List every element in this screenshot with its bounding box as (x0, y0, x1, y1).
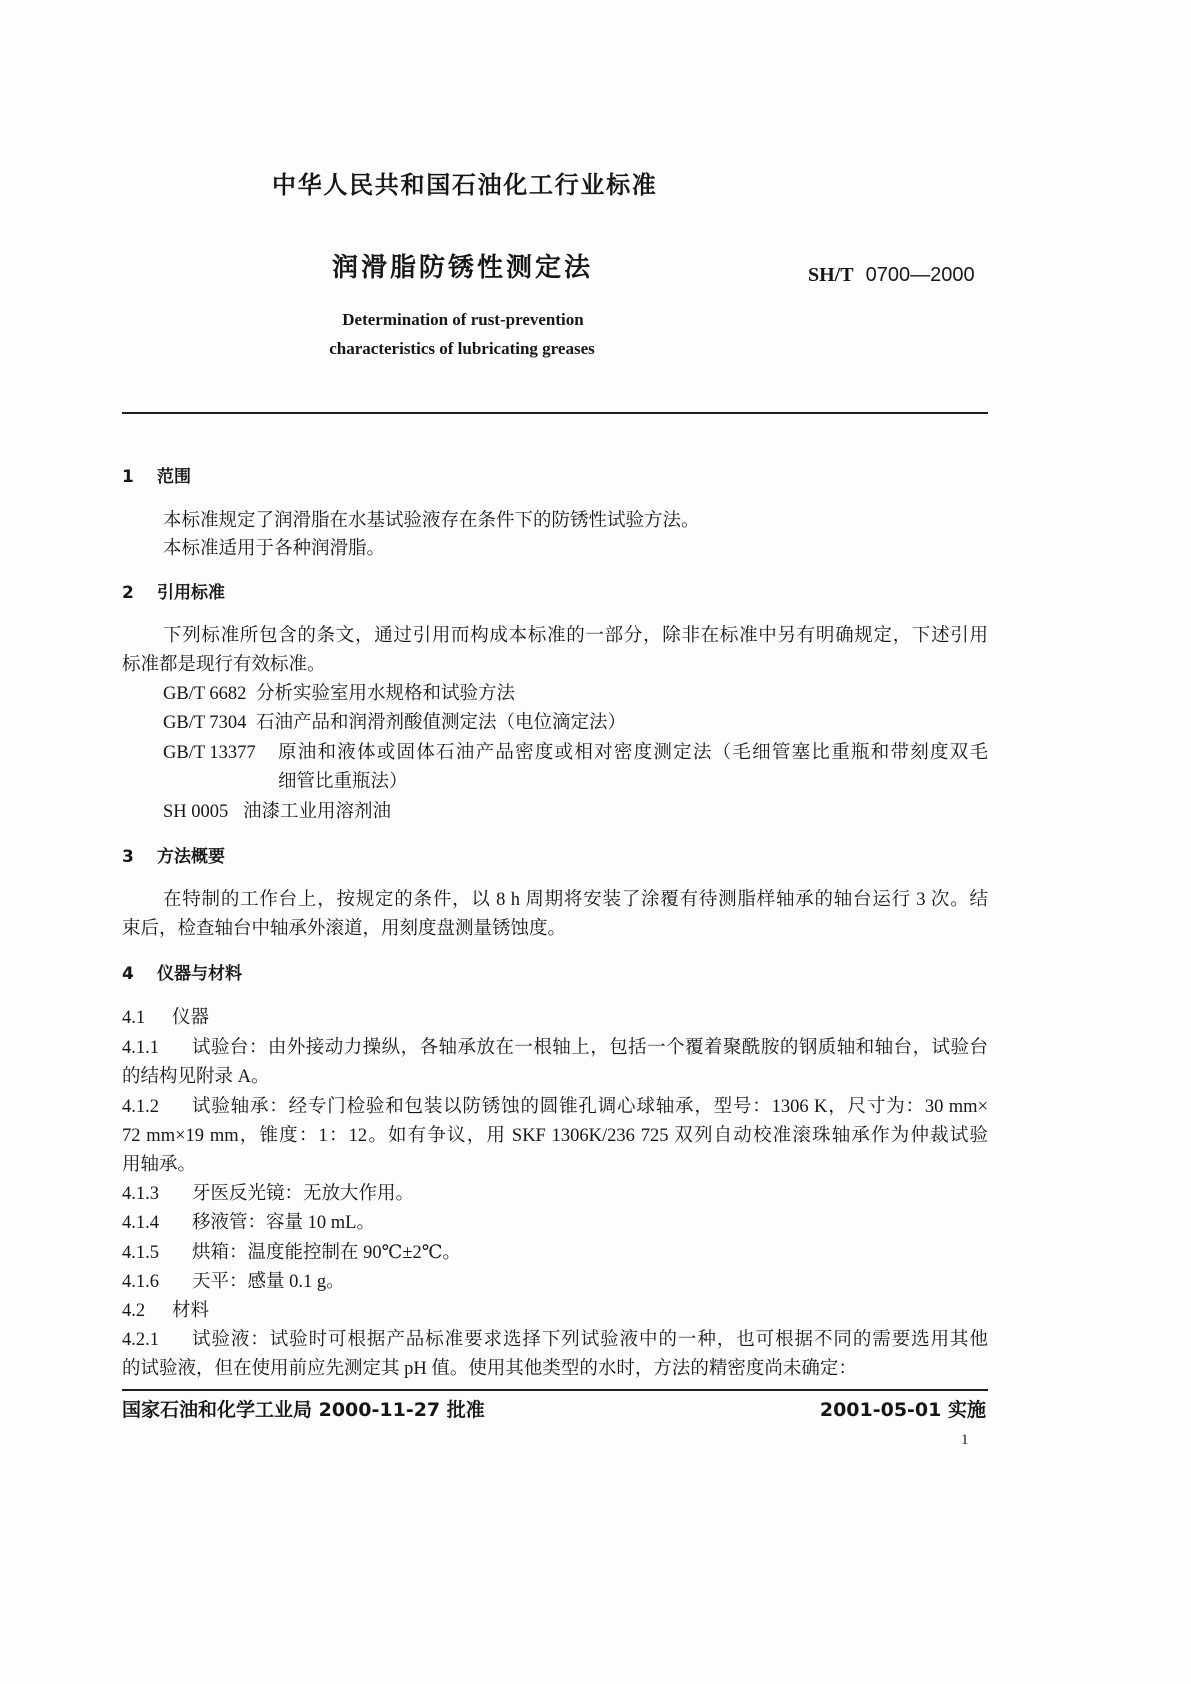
item-4-1-1 (122, 1037, 988, 1059)
section-2-line-2: 标准都是现行有效标准。 (122, 655, 326, 675)
item-text: 牙医反光镜：无放大作用。 (192, 1184, 415, 1204)
section-1-heading (122, 466, 191, 488)
english-title-line-1: Determination of rust-prevention (342, 310, 584, 329)
item-number: 4.1.4 (122, 1213, 159, 1233)
reference-code: GB/T 6682 (163, 684, 247, 704)
effective-date-note: 2001-05-01 实施 (819, 1399, 986, 1421)
section-number: 1 (122, 467, 134, 487)
section-title: 引用标准 (157, 583, 225, 603)
item-text: 试验液：试验时可根据产品标准要求选择下列试验液中的一种，也可根据不同的需要选用其他 (192, 1330, 988, 1350)
item-4-2-1-continuation: 的试验液，但在使用前应先测定其 pH 值。使用其他类型的水时，方法的精密度尚未确定： (122, 1359, 857, 1379)
section-title: 范围 (157, 467, 191, 487)
section-3-line-1: 在特制的工作台上，按规定的条件，以 8 h 周期将安装了涂覆有待测脂样轴承的轴台运行 3 次。结 (163, 890, 988, 910)
section-4-heading (122, 963, 242, 985)
footer-divider (122, 1389, 988, 1391)
section-1-line-2: 本标准适用于各种润滑脂。 (163, 539, 386, 559)
reference-title: 原油和液体或固体石油产品密度或相对密度测定法（毛细管塞比重瓶和带刻度双毛 (278, 743, 988, 763)
standard-code-prefix: SH/T (808, 264, 854, 286)
item-number: 4.1.1 (122, 1038, 159, 1058)
item-text: 试验台：由外接动力操纵，各轴承放在一根轴上，包括一个覆着聚酰胺的钢质轴和轴台，试验台 (192, 1038, 988, 1058)
section-title: 方法概要 (157, 847, 225, 867)
item-number: 4.1.6 (122, 1272, 159, 1292)
reference-gb-t-13377 (163, 742, 988, 764)
item-4-1-6 (122, 1271, 988, 1293)
item-number: 4.1.5 (122, 1243, 159, 1263)
document-title: 润滑脂防锈性测定法 (332, 253, 594, 283)
item-4-1-4 (122, 1212, 988, 1234)
subsection-4-2-heading (122, 1300, 210, 1322)
reference-code: SH 0005 (163, 802, 229, 822)
section-3-heading (122, 846, 225, 868)
item-number: 4.1.3 (122, 1184, 159, 1204)
reference-gb-t-13377-continuation: 细管比重瓶法） (278, 772, 408, 792)
reference-title: 石油产品和润滑剂酸值测定法（电位滴定法） (256, 713, 627, 733)
section-number: 3 (122, 847, 134, 867)
reference-title: 油漆工业用溶剂油 (243, 802, 392, 822)
item-4-1-2-continuation-1: 72 mm×19 mm，锥度：1：12。如有争议，用 SKF 1306K/236 725 双列自动校准滚珠轴承作为仲裁试验 (122, 1126, 988, 1146)
subsection-title: 材料 (172, 1301, 210, 1321)
english-title-line-2: characteristics of lubricating greases (329, 339, 595, 358)
item-text: 移液管：容量 10 mL。 (192, 1213, 375, 1233)
item-4-1-5 (122, 1242, 988, 1264)
item-4-1-2-continuation-2: 用轴承。 (122, 1155, 197, 1175)
section-3-line-2: 束后，检查轴台中轴承外滚道，用刻度盘测量锈蚀度。 (122, 919, 567, 939)
reference-code: GB/T 7304 (163, 713, 247, 733)
section-title: 仪器与材料 (157, 964, 242, 984)
item-number: 4.1.2 (122, 1097, 159, 1117)
item-4-1-2 (122, 1096, 988, 1118)
title-divider (122, 412, 988, 414)
reference-title: 分析实验室用水规格和试验方法 (256, 684, 516, 704)
section-1-line-1: 本标准规定了润滑脂在水基试验液存在条件下的防锈性试验方法。 (163, 511, 700, 531)
page-number: 1 (961, 1432, 969, 1448)
section-2-line-1: 下列标准所包含的条文，通过引用而构成本标准的一部分，除非在标准中另有明确规定，下述引用 (163, 626, 988, 646)
subsection-number: 4.2 (122, 1301, 146, 1321)
item-text: 烘箱：温度能控制在 90℃±2℃。 (192, 1243, 461, 1263)
item-4-1-3 (122, 1183, 988, 1205)
standard-code (808, 263, 975, 287)
item-text: 试验轴承：经专门检验和包装以防锈蚀的圆锥孔调心球轴承，型号：1306 K，尺寸为：30 mm× (192, 1097, 988, 1117)
section-number: 2 (122, 583, 134, 603)
subsection-4-1-heading (122, 1007, 210, 1029)
item-number: 4.2.1 (122, 1330, 159, 1350)
item-4-2-1 (122, 1329, 988, 1351)
subsection-number: 4.1 (122, 1008, 146, 1028)
item-4-1-1-continuation: 的结构见附录 A。 (122, 1067, 270, 1087)
subsection-title: 仪器 (172, 1008, 210, 1028)
item-text: 天平：感量 0.1 g。 (192, 1272, 345, 1292)
section-2-heading (122, 582, 225, 604)
standard-category-header: 中华人民共和国石油化工行业标准 (272, 171, 658, 199)
section-number: 4 (122, 964, 134, 984)
approval-note: 国家石油和化学工业局 2000-11-27 批准 (122, 1399, 485, 1421)
standard-code-number: 0700—2000 (865, 264, 975, 286)
reference-code: GB/T 13377 (163, 743, 256, 763)
